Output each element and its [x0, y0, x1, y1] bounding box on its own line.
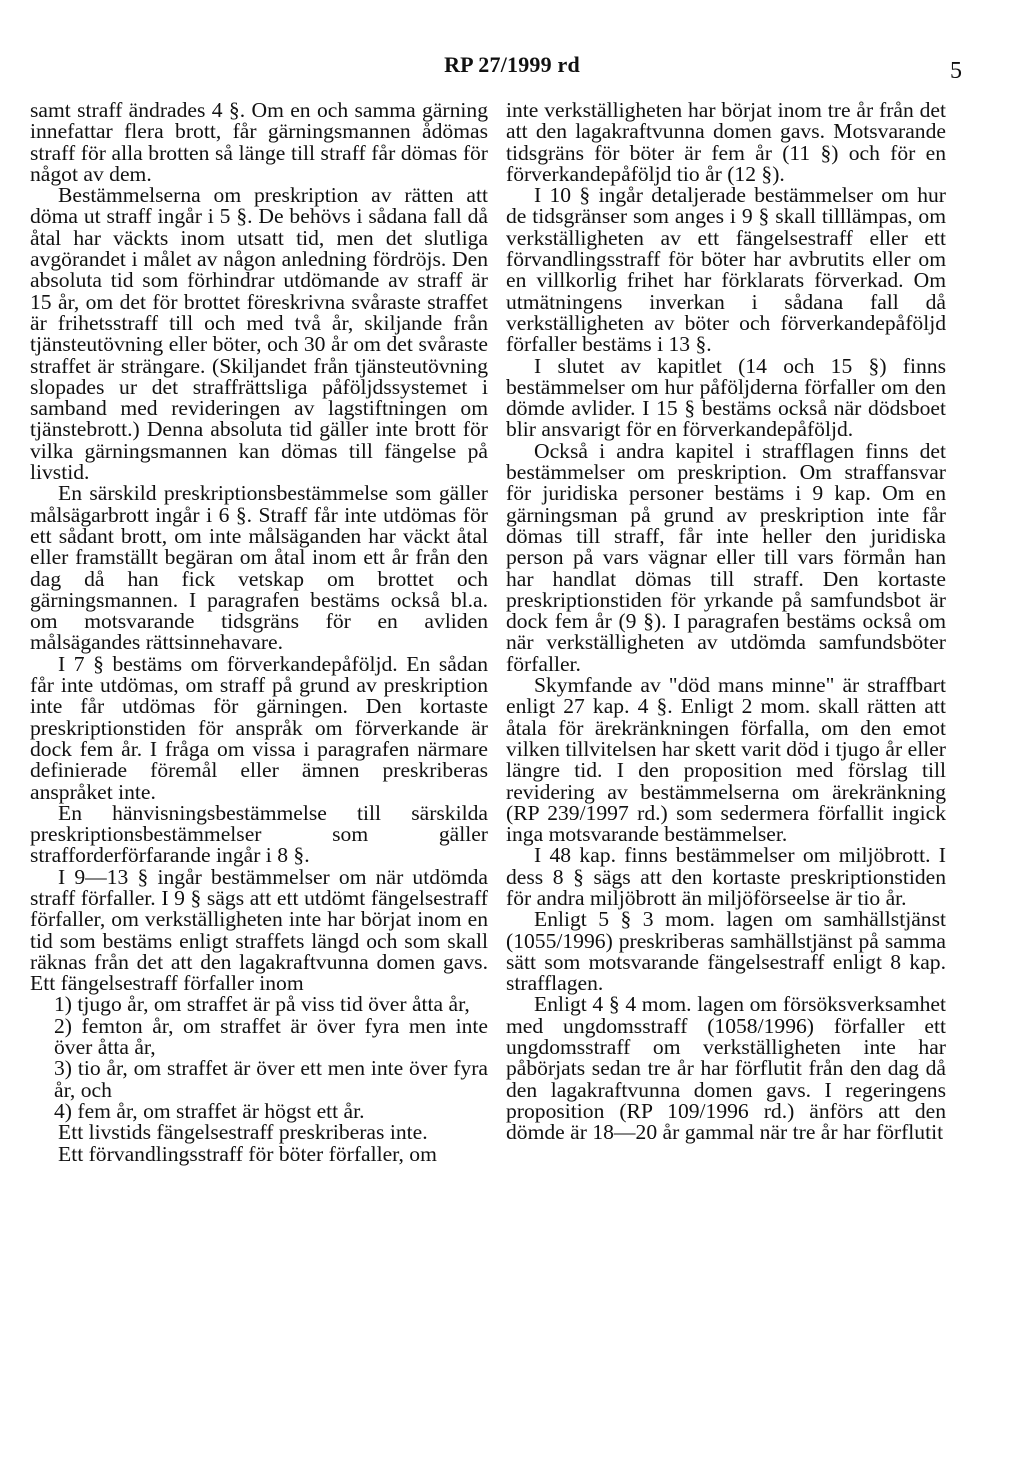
- right-column: [506, 100, 946, 1144]
- paragraph: En särskild preskriptionsbestämmelse som gäller målsägarbrott ingår i 6 §. Straff får inte utdömas för ett sådant brott, om inte målsäganden har väckt åtal eller framställt begäran om åtal inom ett år från den dag då han fick vetskap om brottet och gärningsmannen. I paragrafen bestäms också bl.a. om motsvarande tidsgräns för en avliden målsägandes rättsinnehavare.: [30, 481, 488, 655]
- paragraph: inte verkställigheten har börjat inom tre år från det att den lagakraftvunna domen gavs. Motsvarande tidsgräns för böter är fem år (11 §) och för en förverkandepåföljd tio år (12 §).: [506, 98, 946, 186]
- left-column: [30, 100, 488, 1165]
- paragraph: I 7 § bestäms om förverkandepåföljd. En sådan får inte utdömas, om straff på grund av preskription inte får utdömas för gärningen. Den kortaste preskriptionstiden för anspråk om förverkande är dock fem år. I fråga om vissa i paragrafen närmare definierade föremål eller ämnen preskriberas anspråket inte.: [30, 651, 488, 804]
- paragraph: Ett förvandlingsstraff för böter förfaller, om: [58, 1141, 437, 1166]
- paragraph: I 9—13 § ingår bestämmelser om när utdömda straff förfaller. I 9 § sägs att ett utdömt fängelsestraff förfaller, om verkställigheten inte har börjat inom en tid som bestäms enligt straffets längd och som skall räknas från det att den lagakraftvunna domen gavs. Ett fängelsestraff förfaller inom: [30, 864, 488, 996]
- page-number: 5: [950, 58, 962, 84]
- paragraph: Skymfande av "död mans minne" är straffbart enligt 27 kap. 4 §. Enligt 2 mom. skall rätten att åtala för ärekränkningen förfalla, om den emot vilken tillvitelsen har skett varit död i tjugo år eller längre tid. I den proposition med förslag till revidering av bestämmelserna om ärekränkning (RP 239/1997 rd.) som sedermera förfallit ingick inga motsvarande bestämmelser.: [506, 673, 946, 847]
- paragraph: Ett livstids fängelsestraff preskriberas inte.: [58, 1120, 428, 1145]
- page-header: [0, 52, 1024, 92]
- paragraph: Bestämmelserna om preskription av rätten att döma ut straff ingår i 5 §. De behövs i sådana fall då åtal har väckts inom utsatt tid, men det slutliga avgörandet i målet av någon anledning fördröjs. Den absoluta tid som förhindrar utdömande av straff är 15 år, om det för brottet föreskrivna svåraste straffet är frihetsstraff till och med två år, skiljande från tjänsteutövning eller böter, och 30 år om det svåraste straffet är strängare. (Skiljandet från tjänsteutövning slopades ur det straffrättsliga påföljdssystemet i samband med revideringen av lagstiftningen om tjänstebrott.) Denna absoluta tid gäller inte brott för vilka gärningsmannen kan dömas till fängelse på livstid.: [30, 183, 488, 485]
- paragraph: I slutet av kapitlet (14 och 15 §) finns bestämmelser om hur påföljderna förfaller om den dömde avlider. I 15 § bestäms också när dödsboet blir ansvarigt för en förverkandepåföljd.: [506, 353, 946, 442]
- list-item: 2) femton år, om straffet är över fyra men inte över åtta år,: [54, 1013, 488, 1060]
- paragraph: Enligt 4 § 4 mom. lagen om försöksverksamhet med ungdomsstraff (1058/1996) förfaller ett ungdomsstraff om verkställigheten inte har påbörjats sedan tre år har förflutit från den dag då den lagakraftvunna domen gavs. I regeringens proposition (RP 109/1996 rd.) änförs att den dömde är 18—20 år gammal när tre år har förflutit: [506, 992, 946, 1145]
- paragraph: Också i andra kapitel i strafflagen finns det bestämmelser om preskription. Om straffansvar för juridiska personer bestäms i 9 kap. Om en gärningsman på grund av preskription inte får dömas till straff, får inte heller den juridiska person på vars vägnar eller till vars förmån han har handlat dömas till straff. Den kortaste preskriptionstiden för yrkande på samfundsbot är dock fem år (9 §). I paragrafen bestäms också om när verkställigheten av utdömda samfundsböter förfaller.: [506, 438, 946, 676]
- document-title: RP 27/1999 rd: [444, 52, 580, 77]
- paragraph: I 48 kap. finns bestämmelser om miljöbrott. I dess 8 § sägs att den kortaste preskriptionstiden för andra miljöbrott än miljöförseelse är tio år.: [506, 843, 946, 910]
- list-item: 1) tjugo år, om straffet är på viss tid över åtta år,: [54, 992, 470, 1017]
- paragraph: Enligt 5 § 3 mom. lagen om samhällstjänst (1055/1996) preskriberas samhällstjänst på samma sätt som motsvarande fängelsestraff enligt 8 kap. strafflagen.: [506, 907, 946, 996]
- list-item: 4) fem år, om straffet är högst ett år.: [54, 1098, 365, 1123]
- paragraph: I 10 § ingår detaljerade bestämmelser om hur de tidsgränser som anges i 9 § skall tilllämpas, om verkställigheten av ett fängelsestraff eller ett förvandlingsstraff för böter har avbrutits eller om en villkorlig frihet har förklarats förverkad. Om utmätningens inverkan i sådana fall då verkställigheten av böter och förverkandepåföljd förfaller bestäms i 13 §.: [506, 183, 946, 357]
- paragraph: samt straff ändrades 4 §. Om en och samma gärning innefattar flera brott, får gärningsmannen ådömas straff för alla brotten så länge till straff får dömas för något av dem.: [30, 98, 488, 186]
- list-item: 3) tio år, om straffet är över ett men inte över fyra år, och: [54, 1056, 488, 1102]
- paragraph: En hänvisningsbestämmelse till särskilda preskriptionsbestämmelser som gäller strafforderförfarande ingår i 8 §.: [30, 800, 488, 868]
